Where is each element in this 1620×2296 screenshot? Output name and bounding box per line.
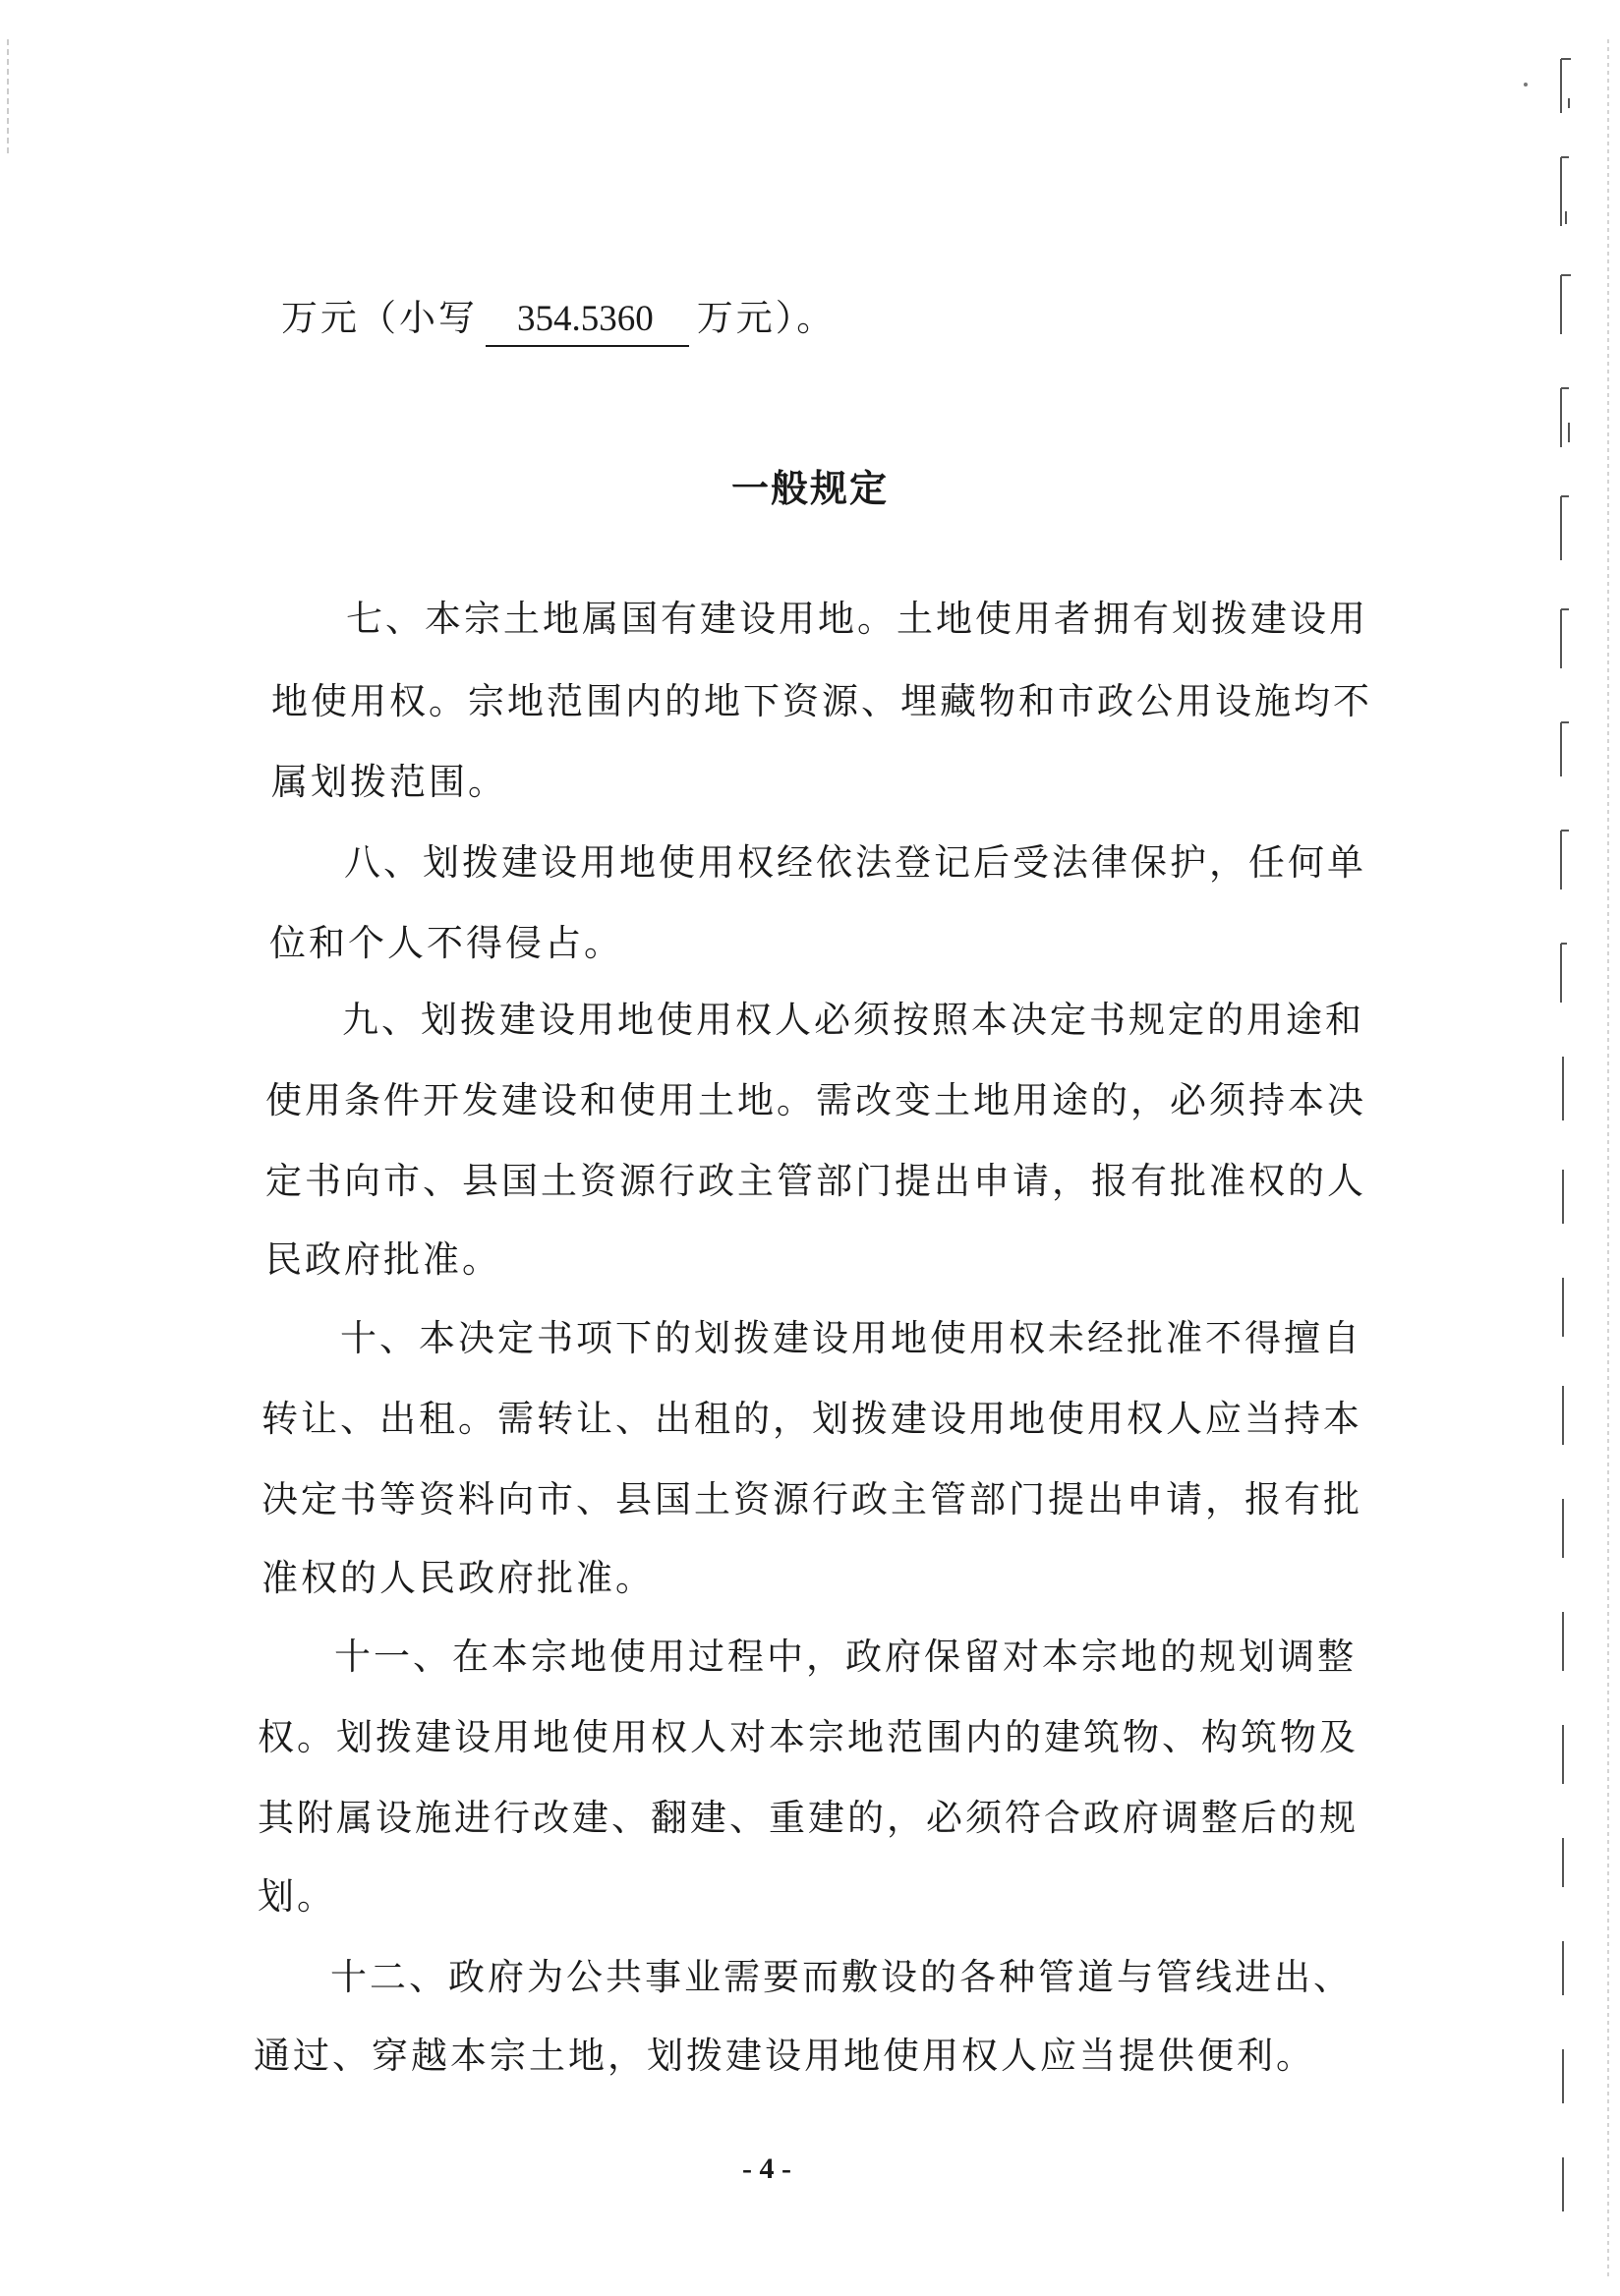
paragraph-7-line-2: 地使用权。宗地范围内的地下资源、埋藏物和市政公用设施均不 — [271, 680, 1372, 722]
amount-prefix: 万元（小写 — [281, 297, 478, 339]
binding-edge-marks — [1512, 0, 1620, 2296]
paragraph-12-line-2: 通过、穿越本宗土地，划拨建设用地使用权人应当提供便利。 — [254, 2035, 1315, 2077]
paragraph-7-line-1: 七、本宗土地属国有建设用地。土地使用者拥有划拨建设用 — [346, 598, 1368, 640]
section-title: 一般规定 — [730, 467, 889, 510]
paragraph-11-line-2: 权。划拨建设用地使用权人对本宗地范围内的建筑物、构筑物及 — [258, 1716, 1359, 1758]
amount-value: 354.5360 — [486, 294, 689, 347]
page-number: - 4 - — [742, 2152, 791, 2185]
amount-suffix: 万元）。 — [696, 297, 837, 339]
paragraph-12-line-1: 十二、政府为公共事业需要而敷设的各种管道与管线进出、 — [330, 1956, 1353, 1998]
paragraph-10-line-1: 十、本决定书项下的划拨建设用地使用权未经批准不得擅自 — [340, 1317, 1362, 1359]
paragraph-11-line-3: 其附属设施进行改建、翻建、重建的，必须符合政府调整后的规 — [258, 1797, 1359, 1839]
scan-edge-mark — [6, 39, 10, 157]
paragraph-10-line-2: 转让、出租。需转让、出租的，划拨建设用地使用权人应当持本 — [261, 1398, 1362, 1440]
paragraph-7-line-3: 属划拨范围。 — [271, 761, 507, 803]
paragraph-10-line-3: 决定书等资料向市、县国土资源行政主管部门提出申请，报有批 — [261, 1478, 1362, 1521]
paragraph-9-line-3: 定书向市、县国土资源行政主管部门提出申请，报有批准权的人 — [265, 1160, 1366, 1202]
paragraph-8-line-1: 八、划拨建设用地使用权经依法登记后受法律保护，任何单 — [344, 841, 1366, 884]
amount-continuation-line — [281, 293, 836, 347]
paragraph-9-line-4: 民政府批准。 — [265, 1238, 501, 1281]
paragraph-11-line-1: 十一、在本宗地使用过程中，政府保留对本宗地的规划调整 — [334, 1636, 1357, 1678]
paragraph-10-line-4: 准权的人民政府批准。 — [261, 1557, 655, 1599]
paragraph-8-line-2: 位和个人不得侵占。 — [269, 922, 623, 964]
paragraph-9-line-2: 使用条件开发建设和使用土地。需改变土地用途的，必须持本决 — [265, 1079, 1366, 1121]
paragraph-11-line-4: 划。 — [258, 1875, 336, 1918]
paragraph-9-line-1: 九、划拨建设用地使用权人必须按照本决定书规定的用途和 — [342, 999, 1364, 1041]
